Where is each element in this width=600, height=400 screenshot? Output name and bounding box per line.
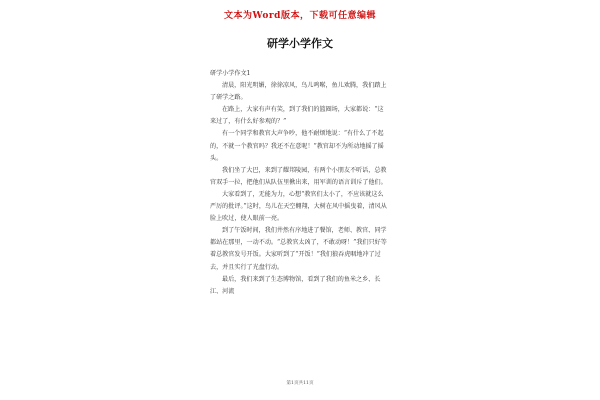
paragraph: 在路上，大家有声有笑，到了我们的篮圈场，大家都说：“这来过了，有什么好参观的？” <box>210 106 384 126</box>
paragraph: 大家看到了，无能为力，心想“教官们太小了，不应该就这么严厉的批评。”这时，鸟儿在天空翱翔，大树在风中摇曳着，清风从脸上吹过，使人眼前一亮。 <box>210 190 387 223</box>
page-title: 研学小学作文 <box>267 37 333 50</box>
paragraph: 清晨，阳光明媚，徐徐凉风，鸟儿鸣啭，鱼儿欢腾，我们踏上了研学之路。 <box>210 82 387 102</box>
paragraph: 有一个同学和教官大声争吵，他不耐烦地说：“有什么了不起的，不就一个教官吗？我还不在意呢！”教官却不为所动地摇了摇头。 <box>210 130 384 162</box>
article-body <box>210 68 388 298</box>
article-subtitle: 研学小学作文1 <box>210 70 251 77</box>
page-number: 第1页共11页 <box>286 381 314 386</box>
paragraph: 最后，我们来到了生态博物馆，看到了我们的鱼米之乡、长江、河流 <box>210 275 381 295</box>
paragraph: 到了午饭时间，我们井然有序地进了餐馆，老师、教官、同学都站在那里，一动不动。“总教官太凶了，不敢动呀！”我们只好等着总教官发号开饭。大家听到了“开饭！”我们狼吞虎咽地冲了过去，并且实行了光盘行动。 <box>210 227 387 271</box>
download-banner: 文本为Word版本，下载可任意编辑 <box>224 11 376 21</box>
paragraph: 我们坐了大巴，来到了耀邦陵园，有两个小朋友不听话，总教官双手一拉，把他们从队伍里揪出来，用军训的语言训斥了他们。 <box>210 166 387 186</box>
